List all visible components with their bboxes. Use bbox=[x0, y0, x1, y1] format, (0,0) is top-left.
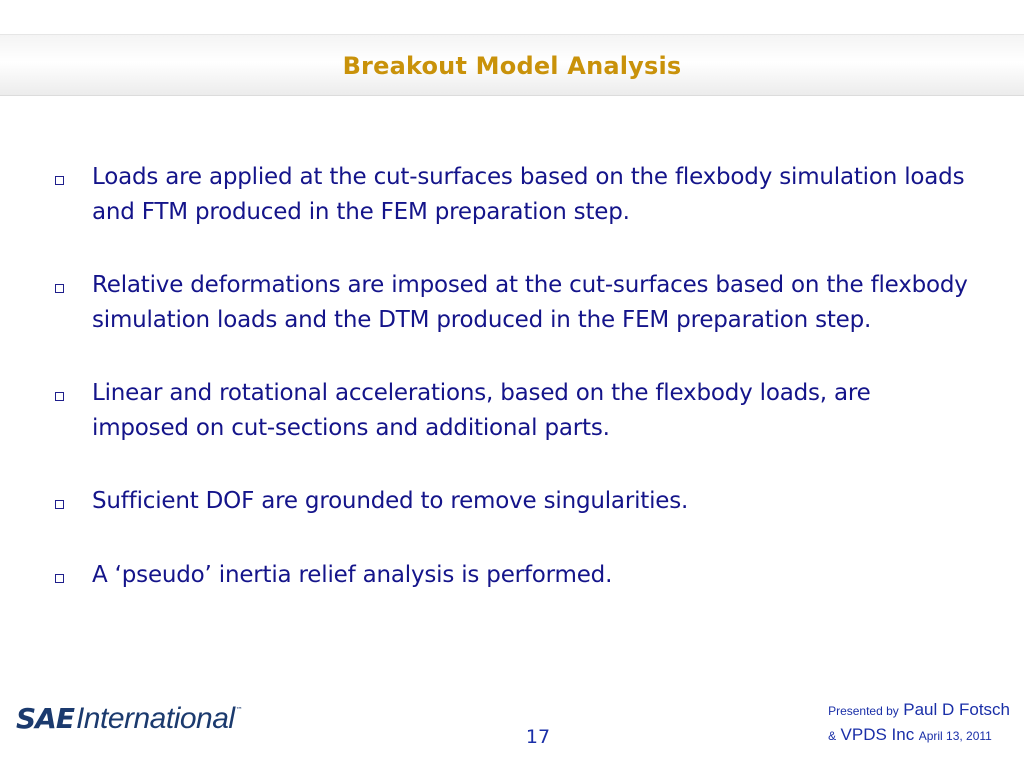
logo-sae: SAE bbox=[16, 702, 74, 735]
bullet-text: Sufficient DOF are grounded to remove singularities. bbox=[92, 488, 689, 514]
bullet-list bbox=[52, 160, 972, 631]
page-number: 17 bbox=[525, 726, 551, 748]
hollow-square-icon bbox=[55, 500, 64, 509]
presenter-line-2 bbox=[828, 723, 1010, 748]
presenter-line-1 bbox=[828, 698, 1010, 723]
presented-by-label: Presented by bbox=[828, 704, 899, 718]
hollow-square-icon bbox=[55, 574, 64, 583]
presenter-info bbox=[828, 698, 1010, 748]
bullet-item bbox=[52, 160, 972, 229]
company-name: VPDS Inc bbox=[840, 725, 915, 744]
logo-trademark: ™ bbox=[235, 706, 243, 714]
bullet-text: Linear and rotational accelerations, based on the flexbody loads, are imposed on cut-sections and additional parts. bbox=[92, 380, 871, 441]
bullet-item bbox=[52, 376, 972, 445]
hollow-square-icon bbox=[55, 392, 64, 401]
bullet-text: A ‘pseudo’ inertia relief analysis is performed. bbox=[92, 561, 613, 588]
bullet-item bbox=[52, 484, 972, 519]
bullet-text: Relative deformations are imposed at the cut-surfaces based on the flexbody simulation loads and the DTM produced in the FEM preparation step. bbox=[92, 272, 968, 333]
bullet-item bbox=[52, 268, 972, 337]
logo-international: International bbox=[75, 702, 235, 735]
slide-title: Breakout Model Analysis bbox=[342, 52, 682, 80]
hollow-square-icon bbox=[55, 284, 64, 293]
presentation-date: April 13, 2011 bbox=[918, 729, 992, 743]
bullet-item bbox=[52, 558, 972, 593]
ampersand: & bbox=[828, 729, 837, 743]
hollow-square-icon bbox=[55, 176, 64, 185]
presenter-name: Paul D Fotsch bbox=[903, 700, 1010, 719]
sae-international-logo bbox=[16, 702, 243, 736]
bullet-text: Loads are applied at the cut-surfaces based on the flexbody simulation loads and FTM produced in the FEM preparation step. bbox=[92, 164, 965, 225]
